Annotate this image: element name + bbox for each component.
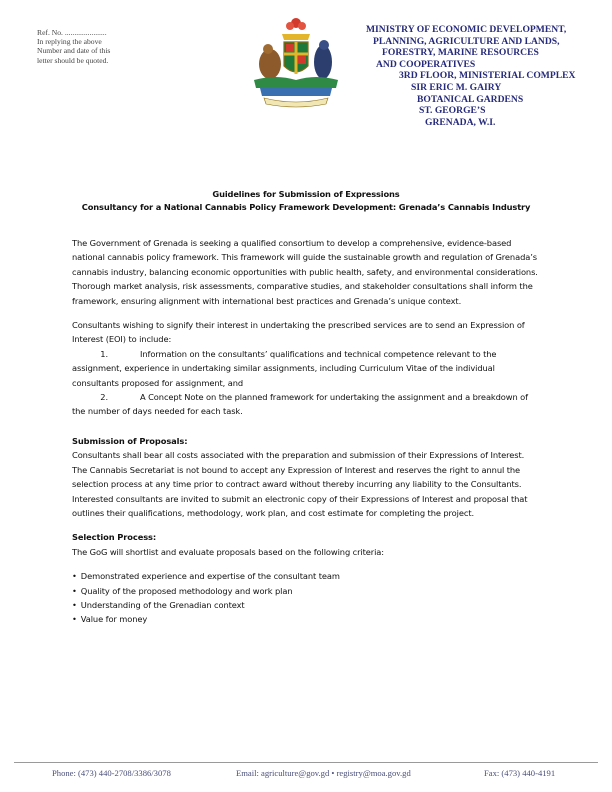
ministry-line: GRENADA, W.I. (425, 116, 496, 128)
eoi-item (72, 390, 542, 419)
ministry-line: AND COOPERATIVES (376, 58, 476, 70)
ministry-line: 3RD FLOOR, MINISTERIAL COMPLEX (399, 70, 576, 82)
eoi-intro: Consultants wishing to signify their interest in undertaking the prescribed services are to send an Expression of Interest (EOI) to include: (72, 320, 525, 345)
grenada-coat-of-arms (246, 14, 346, 108)
ministry-line: SIR ERIC M. GAIRY (411, 81, 502, 93)
crest-crown-icon (282, 34, 310, 40)
criteria-item: • Understanding of the Grenadian context (72, 598, 542, 612)
document-subtitle: Consultancy for a National Cannabis Policy Framework Development: Grenada’s Cannabis Industry (81, 202, 531, 213)
ministry-address (366, 24, 596, 128)
crest-ground-icon (254, 77, 338, 88)
document-body (72, 236, 542, 627)
ministry-line: PLANNING, AGRICULTURE AND LANDS, (373, 35, 560, 47)
eoi-item-number: 1. (100, 348, 108, 359)
eoi-item (72, 347, 542, 390)
ref-note-line: Number and date of this (37, 46, 111, 56)
reference-note (37, 28, 137, 65)
document-titles (72, 188, 540, 215)
crest-dove-icon (314, 45, 332, 79)
criteria-item: • Value for money (72, 612, 542, 626)
submission-paragraph: The Cannabis Secretariat is not bound to accept any Expression of Interest and reserves the right to annul the selection process at any time prior to contract award without thereby incurring any liability to the Consultants. (72, 464, 522, 490)
ministry-line: ST. GEORGE’S (419, 105, 486, 117)
criteria-item: • Demonstrated experience and expertise of the consultant team (72, 569, 542, 583)
criteria-item: • Quality of the proposed methodology and work plan (72, 584, 542, 598)
ref-note-line: letter should be quoted. (37, 55, 109, 65)
document-title: Guidelines for Submission of Expressions (212, 189, 400, 199)
ministry-line: MINISTRY OF ECONOMIC DEVELOPMENT, (366, 24, 567, 35)
footer-fax: Fax: (473) 440-4191 (484, 768, 556, 778)
footer-email: Email: agriculture@gov.gd • registry@moa.gov.gd (236, 768, 411, 778)
eoi-item-number: 2. (100, 392, 108, 403)
ministry-line: BOTANICAL GARDENS (417, 93, 524, 105)
ministry-line: FORESTRY, MARINE RESOURCES (382, 47, 539, 59)
ref-number-line: Ref. No. ...................... (37, 28, 107, 37)
selection-heading: Selection Process: (72, 532, 157, 543)
submission-paragraph: Interested consultants are invited to submit an electronic copy of their Expressions of Interest and proposal that outlines their qualifications, methodology, work plan, and cost estimate for completing the project. (72, 493, 528, 518)
footer-divider (14, 762, 598, 763)
crest-motto-scroll (264, 98, 328, 107)
selection-intro: The GoG will shortlist and evaluate proposals based on the following criteria: (72, 546, 384, 557)
footer-phone: Phone: (473) 440-2708/3386/3078 (52, 768, 171, 778)
eoi-item-text: Information on the consultants’ qualifications and technical competence relevant to the assignment, experience in undertaking similar assignments, including Curriculum Vitae of the individual consultants proposed for assignment, and (72, 348, 497, 388)
submission-heading: Submission of Proposals: (72, 435, 188, 446)
criteria-list (72, 569, 542, 627)
submission-paragraph: Consultants shall bear all costs associated with the preparation and submission of their Expressions of Interest. (72, 450, 525, 461)
ref-note-line: In replying the above (37, 37, 102, 47)
eoi-item-text: A Concept Note on the planned framework for undertaking the assignment and a breakdown of the number of days needed for each task. (72, 392, 528, 417)
intro-paragraph: The Government of Grenada is seeking a qualified consortium to develop a comprehensive, evidence-based national cannabis policy framework. This framework will guide the sustainable growth and regulation of Grenada’s cannabis industry, balancing economic opportunities with public health, safety, and environmental considerations. Thorough market analysis, risk assessments, comparative studies, and stakeholder consultations shall inform the framework, ensuring alignment with international best practices and Grenada’s unique context. (72, 238, 538, 306)
